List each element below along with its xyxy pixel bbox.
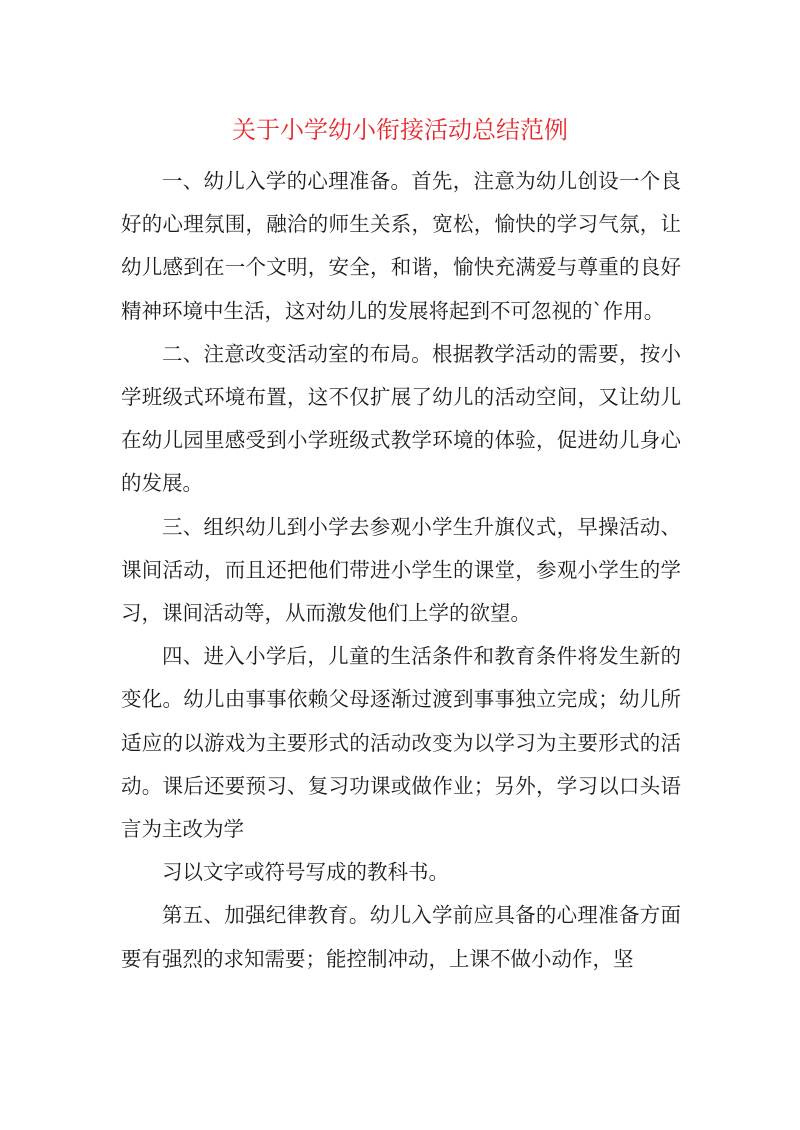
paragraph-3: 三、组织幼儿到小学去参观小学生升旗仪式，早操活动、课间活动，而且还把他们带进小学生的课堂，参观小学生的学习，课间活动等，从而激发他们上学的欲望。 <box>121 514 681 626</box>
document-body <box>121 160 681 981</box>
paragraph-2: 二、注意改变活动室的布局。根据教学活动的需要，按小学班级式环境布置，这不仅扩展了幼儿的活动空间，又让幼儿在幼儿园里感受到小学班级式教学环境的体验，促进幼儿身心的发展。 <box>121 341 681 496</box>
paragraph-4: 四、进入小学后，儿童的生活条件和教育条件将发生新的变化。幼儿由事事依赖父母逐渐过渡到事事独立完成；幼儿所适应的以游戏为主要形式的活动改变为以学习为主要形式的活动。课后还要预习、复习功课或做作业；另外，学习以口头语言为主改为学 <box>121 644 681 842</box>
document-title: 关于小学幼小衔接活动总结范例 <box>232 116 568 144</box>
paragraph-5: 习以文字或符号写成的教科书。 <box>162 860 449 885</box>
paragraph-1: 一、幼儿入学的心理准备。首先，注意为幼儿创设一个良好的心理氛围，融洽的师生关系，宽松，愉快的学习气氛，让幼儿感到在一个文明，安全，和谐，愉快充满爱与尊重的良好精神环境中生活，这对幼儿的发展将起到不可忽视的`作用。 <box>121 169 681 323</box>
paragraph-6: 第五、加强纪律教育。幼儿入学前应具备的心理准备方面要有强烈的求知需要；能控制冲动，上课不做小动作，坚 <box>121 903 681 971</box>
